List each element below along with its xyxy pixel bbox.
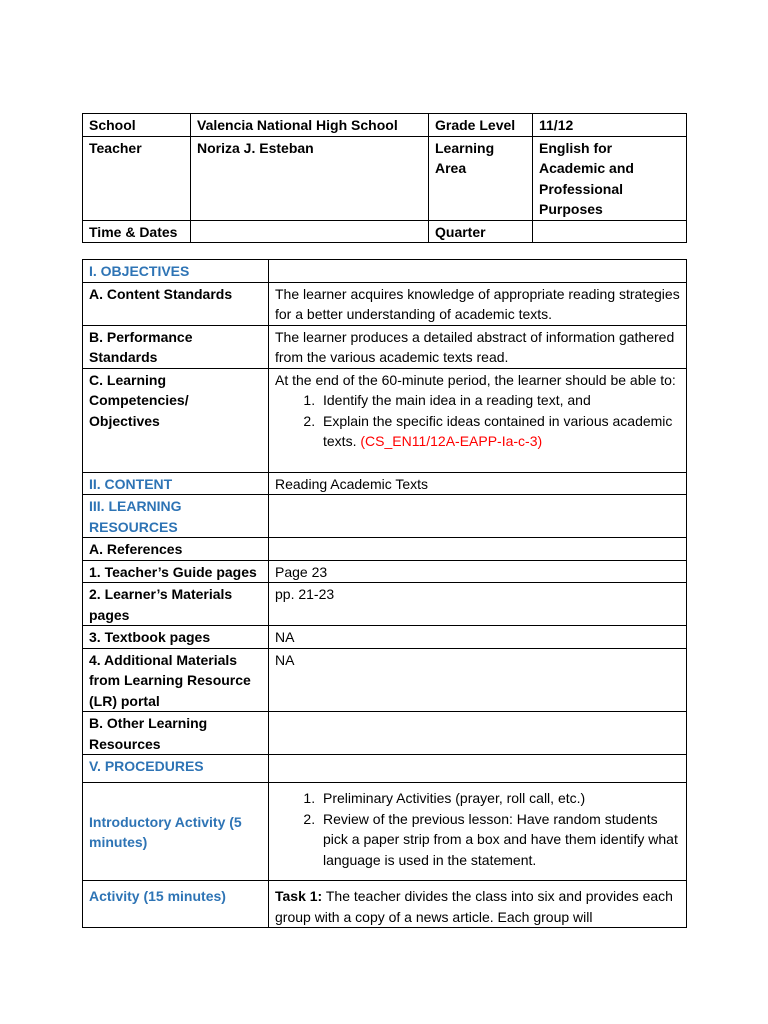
list-item: 1. Preliminary Activities (prayer, roll call, etc.) [319,788,680,809]
textbook-value: NA [269,626,687,649]
procedures-row [83,755,687,783]
resources-row [83,495,687,538]
teacher-label: Teacher [83,136,191,220]
resources-heading: III. LEARNING RESOURCES [83,495,269,538]
competency-code: (CS_EN11/12A-EAPP-Ia-c-3) [360,433,543,449]
procedures-empty-cell [269,755,687,783]
competencies-list [275,390,680,452]
textbook-row [83,626,687,649]
learners-materials-label: 2. Learner’s Materials pages [83,583,269,626]
learners-materials-row [83,583,687,626]
objectives-heading: I. OBJECTIVES [83,260,269,283]
content-value: Reading Academic Texts [269,472,687,495]
learning-area-label: Learning Area [429,136,533,220]
additional-materials-value: NA [269,648,687,712]
teacher-row [83,136,687,220]
activity-task-label: Task 1: [275,888,323,904]
competencies-label: C. Learning Competencies/ Objectives [83,368,269,472]
performance-standards-value: The learner produces a detailed abstract of information gathered from the various academic texts read. [269,325,687,368]
competency-text: Explain the specific ideas contained in various academic texts. [323,412,673,449]
grade-level-label: Grade Level [429,114,533,137]
activity-row [83,881,687,928]
header-info-table [82,113,687,243]
content-heading: II. CONTENT [83,472,269,495]
content-row [83,472,687,495]
performance-standards-label: B. Performance Standards [83,325,269,368]
objectives-row [83,260,687,283]
time-row [83,220,687,243]
performance-standards-row [83,325,687,368]
time-dates-value [191,220,429,243]
additional-materials-label: 4. Additional Materials from Learning Resource (LR) portal [83,648,269,712]
teacher-value: Noriza J. Esteban [191,136,429,220]
lesson-plan-table [82,259,687,928]
competencies-intro: At the end of the 60-minute period, the learner should be able to: [275,371,676,388]
other-resources-row [83,712,687,755]
grade-level-value: 11/12 [533,114,687,137]
school-value: Valencia National High School [191,114,429,137]
activity-value [269,881,687,928]
resources-empty-cell [269,495,687,538]
procedures-heading: V. PROCEDURES [83,755,269,783]
introductory-activity-value [269,783,687,881]
content-standards-row [83,282,687,325]
additional-materials-row [83,648,687,712]
introductory-activity-label: Introductory Activity (5 minutes) [83,783,269,881]
competencies-row [83,368,687,472]
references-label: A. References [83,538,269,561]
learners-materials-value: pp. 21-23 [269,583,687,626]
learning-area-value: English for Academic and Professional Purposes [533,136,687,220]
list-item: 2. Review of the previous lesson: Have random students pick a paper strip from a box and have them identify what language is used in the statement. [319,809,680,871]
list-item [319,390,680,411]
teachers-guide-label: 1. Teacher’s Guide pages [83,560,269,583]
activity-label: Activity (15 minutes) [83,881,269,928]
introductory-activity-list [275,788,680,870]
references-row [83,538,687,561]
teachers-guide-value: Page 23 [269,560,687,583]
teachers-guide-row [83,560,687,583]
list-item [319,411,680,452]
references-empty-cell [269,538,687,561]
quarter-label: Quarter [429,220,533,243]
time-dates-label: Time & Dates [83,220,191,243]
content-standards-label: A. Content Standards [83,282,269,325]
other-resources-label: B. Other Learning Resources [83,712,269,755]
objectives-empty-cell [269,260,687,283]
content-standards-value: The learner acquires knowledge of appropriate reading strategies for a better understanding of academic texts. [269,282,687,325]
activity-task-text: The teacher divides the class into six and provides each group with a copy of a news article. Each group will [275,888,673,925]
textbook-label: 3. Textbook pages [83,626,269,649]
other-resources-empty-cell [269,712,687,755]
competency-text: Identify the main idea in a reading text, and [323,392,591,408]
quarter-value [533,220,687,243]
competencies-value [269,368,687,472]
school-label: School [83,114,191,137]
school-row [83,114,687,137]
introductory-activity-row [83,783,687,881]
